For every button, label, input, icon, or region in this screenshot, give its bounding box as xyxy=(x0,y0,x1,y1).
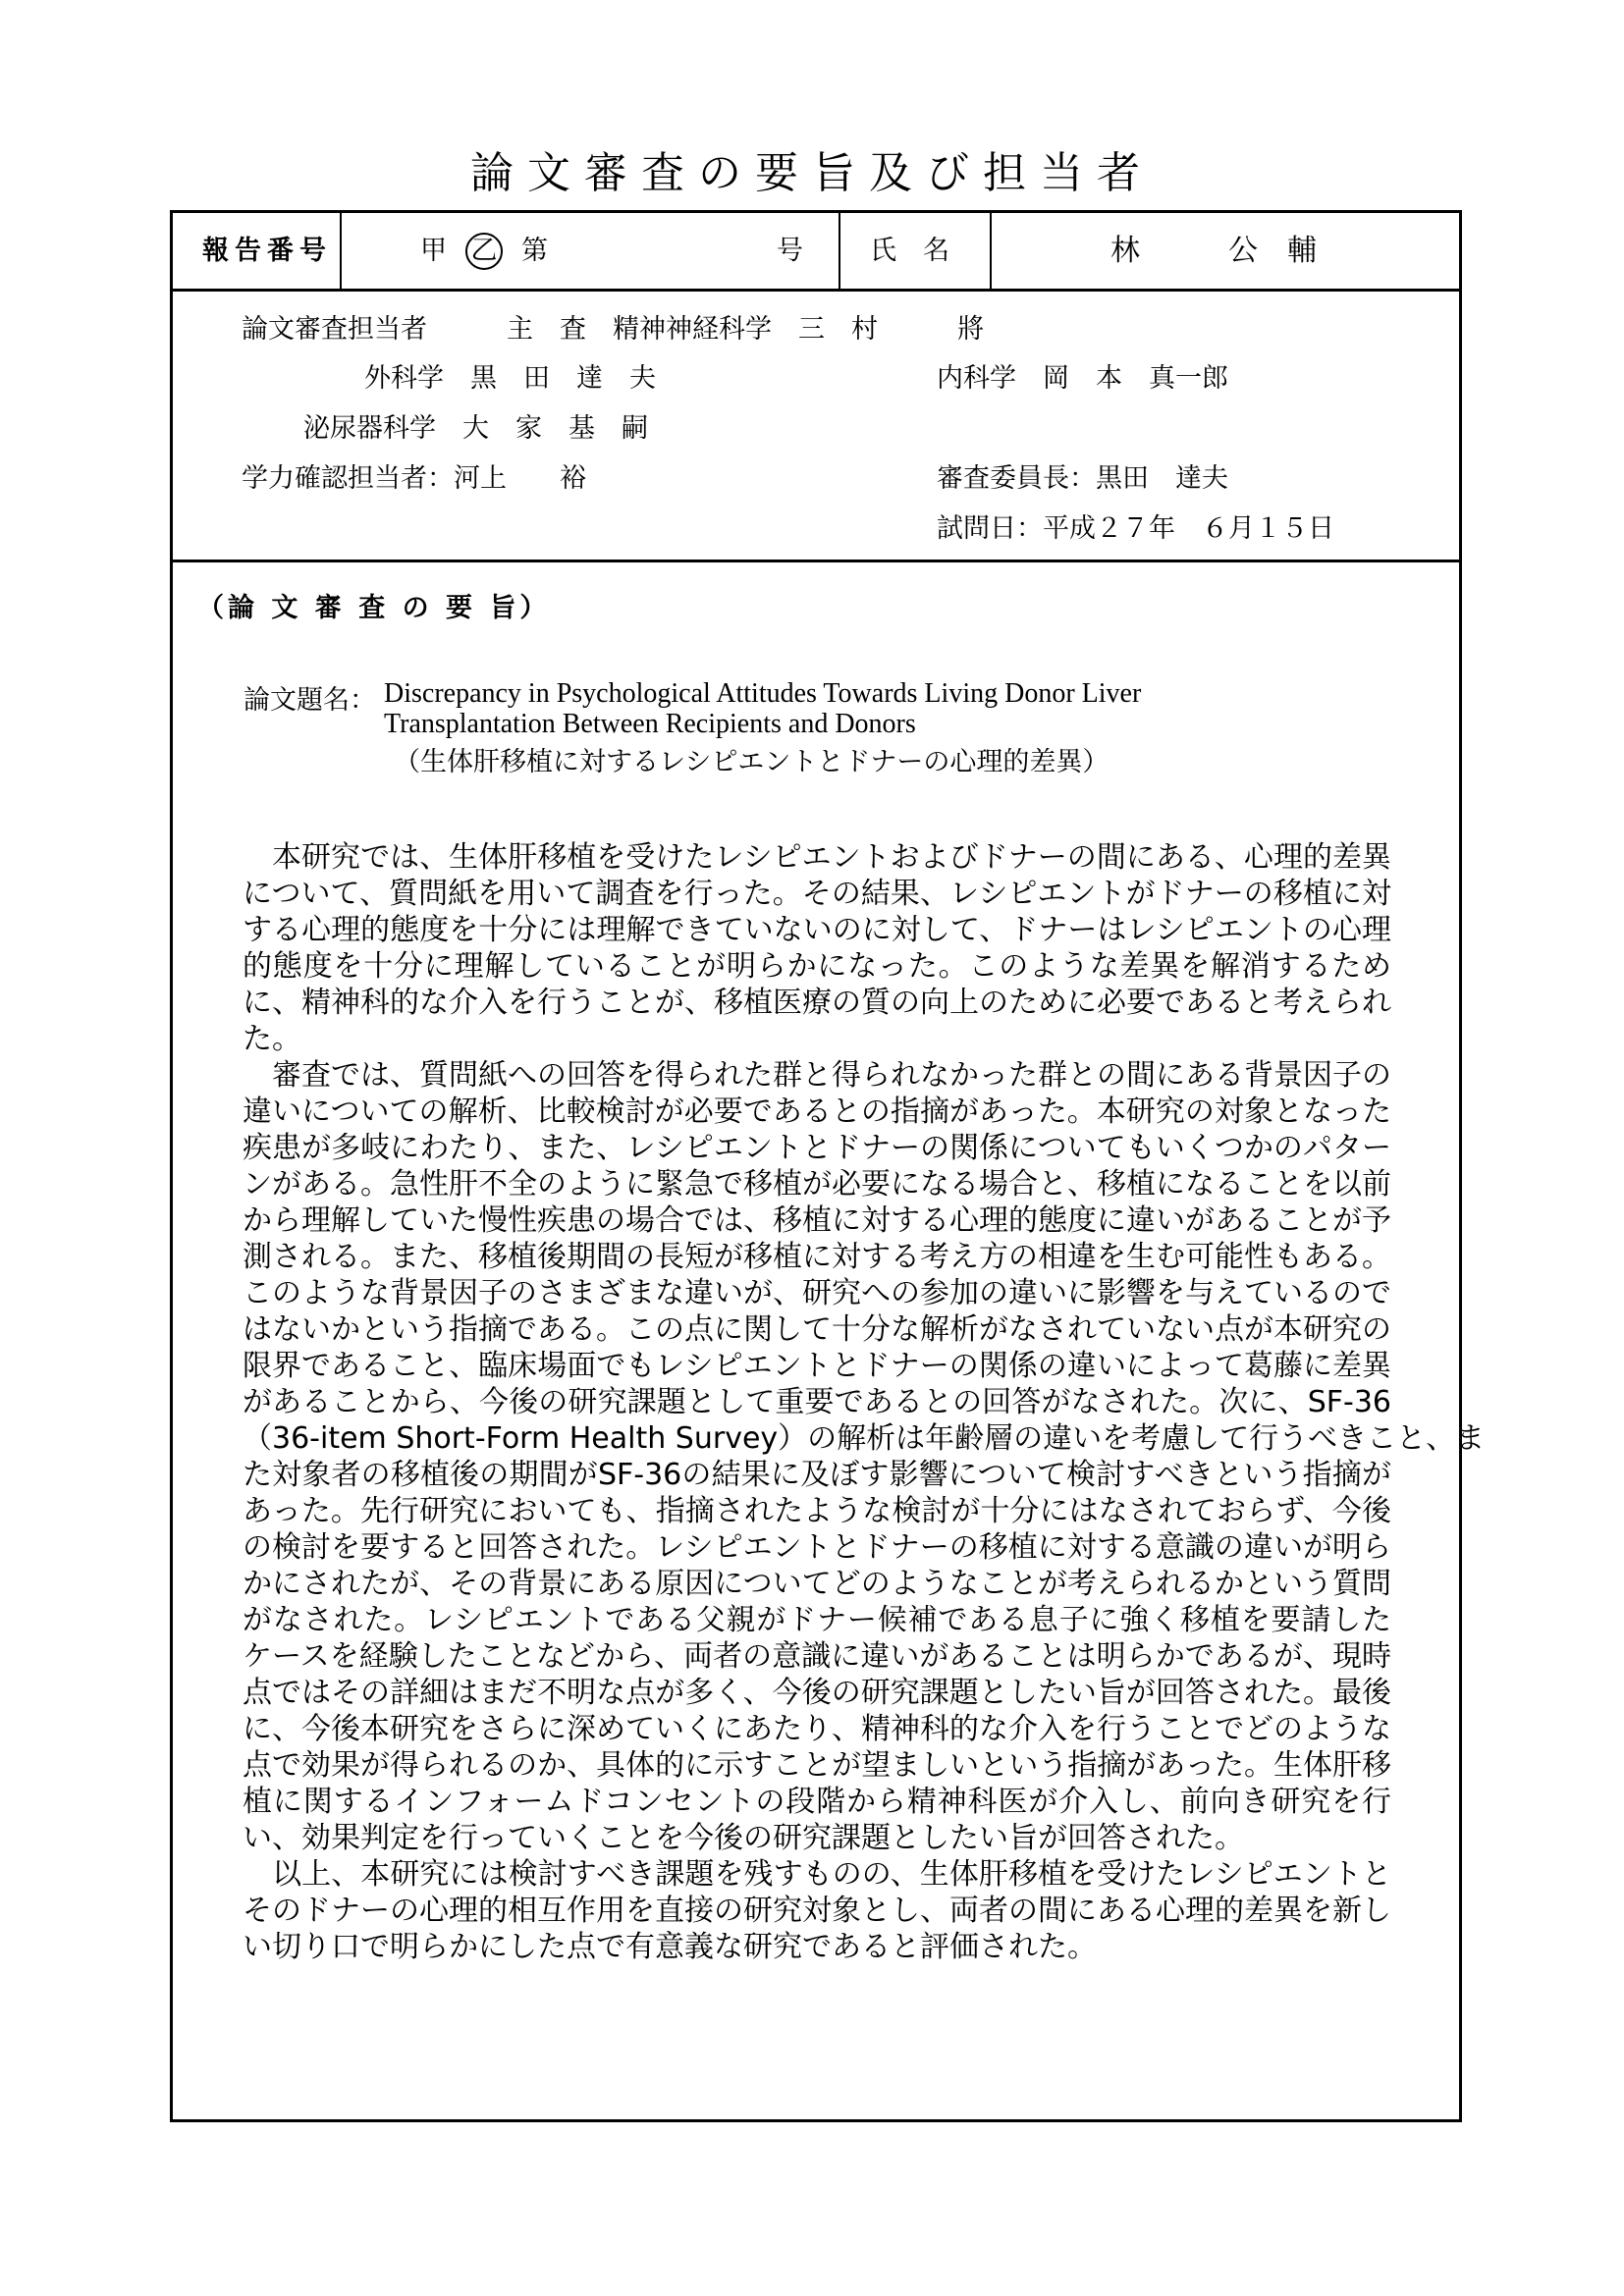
summary-line: 点ではその詳細はまだ不明な点が多く、今後の研究課題としたい旨が回答された。最後 xyxy=(243,1676,1391,1710)
summary-line: かにされたが、その背景にある原因についてどのようなことが考えられるかという質問 xyxy=(243,1567,1391,1601)
summary-line: があることから、今後の研究課題として重要であるとの回答がなされた。次に、SF-36 xyxy=(243,1385,1391,1419)
report-number-label: 報告番号 xyxy=(202,236,332,266)
summary-line: 限界であること、臨床場面でもレシピエントとドナーの関係の違いによって葛藤に差異 xyxy=(243,1349,1391,1383)
go-label: 号 xyxy=(777,236,803,266)
summary-line: そのドナーの心理的相互作用を直接の研究対象とし、両者の間にある心理的差異を新し xyxy=(243,1894,1391,1928)
name-value: 林 公 輔 xyxy=(1110,234,1317,268)
summary-line: はないかという指摘である。この点に関して十分な解析がなされていない点が本研究の xyxy=(243,1312,1391,1347)
committee-line-3: 泌尿器科学 大 家 基 嗣 xyxy=(303,413,648,444)
committee-line-2a: 外科学 黒 田 達 夫 xyxy=(364,363,656,394)
summary-line: がなされた。レシピエントである父親がドナー候補である息子に強く移植を要請した xyxy=(243,1603,1391,1637)
committee-line-2b: 内科学 岡 本 真一郎 xyxy=(937,363,1228,394)
summary-line: （36-item Short-Form Health Survey）の解析は年齢層の違いを考慮して行うべきこと、ま xyxy=(243,1421,1486,1456)
thesis-title-en-1: Discrepancy in Psychological Attitudes Towards Living Donor Liver xyxy=(384,678,1142,709)
summary-line: 測される。また、移植後期間の長短が移植に対する考え方の相違を生む可能性もある。 xyxy=(243,1240,1391,1274)
committee-line-4a: 学力確認担当者：河上 裕 xyxy=(242,463,586,494)
summary-line: あった。先行研究においても、指摘されたような検討が十分にはなされておらず、今後 xyxy=(243,1494,1391,1528)
thesis-title-en-2: Transplantation Between Recipients and Donors xyxy=(384,709,916,739)
page-title: 論文審査の要旨及び担当者 xyxy=(470,148,1154,198)
summary-line: た。 xyxy=(243,1022,301,1056)
summary-line: ケースを経験したことなどから、両者の意識に違いがあることは明らかであるが、現時 xyxy=(243,1639,1391,1674)
committee-line-4b: 審査委員長：黒田 達夫 xyxy=(937,463,1228,494)
summary-line: このような背景因子のさまざまな違いが、研究への参加の違いに影響を与えているので xyxy=(243,1276,1391,1310)
summary-line: に、今後本研究をさらに深めていくにあたり、精神科的な介入を行うことでどのような xyxy=(243,1712,1391,1746)
summary-line: の検討を要すると回答された。レシピエントとドナーの移植に対する意識の違いが明ら xyxy=(243,1530,1391,1565)
summary-line: に、精神科的な介入を行うことが、移植医療の質の向上のために必要であると考えられ xyxy=(243,986,1391,1020)
summary-line: 本研究では、生体肝移植を受けたレシピエントおよびドナーの間にある、心理的差異 xyxy=(243,840,1391,875)
divider xyxy=(173,560,1459,562)
dai-label: 第 xyxy=(521,236,548,266)
summary-line: 審査では、質問紙への回答を得られた群と得られなかった群との間にある背景因子の xyxy=(243,1058,1391,1093)
name-label: 氏 名 xyxy=(870,236,949,266)
thesis-title-label: 論文題名： xyxy=(244,685,376,716)
summary-line: 的態度を十分に理解していることが明らかになった。このような差異を解消するため xyxy=(243,949,1391,984)
divider xyxy=(839,213,840,290)
summary-line: い切り口で明らかにした点で有意義な研究であると評価された。 xyxy=(243,1930,1097,1964)
divider xyxy=(990,213,992,290)
summary-line: た対象者の移植後の期間がSF-36の結果に及ぼす影響について検討すべきという指摘が xyxy=(243,1458,1391,1492)
kou-label: 甲 xyxy=(420,236,447,266)
summary-line: 以上、本研究には検討すべき課題を残すものの、生体肝移植を受けたレシピエントと xyxy=(243,1857,1391,1892)
otsu-label: 乙 xyxy=(465,233,503,270)
summary-line: 疾患が多岐にわたり、また、レシピエントとドナーの関係についてもいくつかのパター xyxy=(243,1131,1391,1165)
summary-line: 植に関するインフォームドコンセントの段階から精神科医が介入し、前向き研究を行 xyxy=(243,1785,1391,1819)
committee-line-1: 論文審査担当者 主 査 精神神経科学 三 村 將 xyxy=(242,314,984,345)
thesis-title-ja: （生体肝移植に対するレシピエントとドナーの心理的差異） xyxy=(394,747,1110,777)
exam-date: 試問日：平成２７年 ６月１５日 xyxy=(937,513,1334,544)
summary-line: 違いについての解析、比較検討が必要であるとの指摘があった。本研究の対象となった xyxy=(243,1095,1391,1129)
summary-line: について、質問紙を用いて調査を行った。その結果、レシピエントがドナーの移植に対 xyxy=(243,877,1391,911)
summary-line: する心理的態度を十分には理解できていないのに対して、ドナーはレシピエントの心理 xyxy=(243,913,1391,947)
summary-line: 点で効果が得られるのか、具体的に示すことが望ましいという指摘があった。生体肝移 xyxy=(243,1748,1391,1783)
summary-line: ンがある。急性肝不全のように緊急で移植が必要になる場合と、移植になることを以前 xyxy=(243,1167,1391,1201)
otsu-circled xyxy=(465,213,503,290)
divider xyxy=(173,289,1459,292)
summary-line: から理解していた慢性疾患の場合では、移植に対する心理的態度に違いがあることが予 xyxy=(243,1203,1391,1238)
divider xyxy=(340,213,342,290)
summary-heading: （論 文 審 査 の 要 旨） xyxy=(197,593,551,623)
summary-line: い、効果判定を行っていくことを今後の研究課題としたい旨が回答された。 xyxy=(243,1821,1244,1855)
